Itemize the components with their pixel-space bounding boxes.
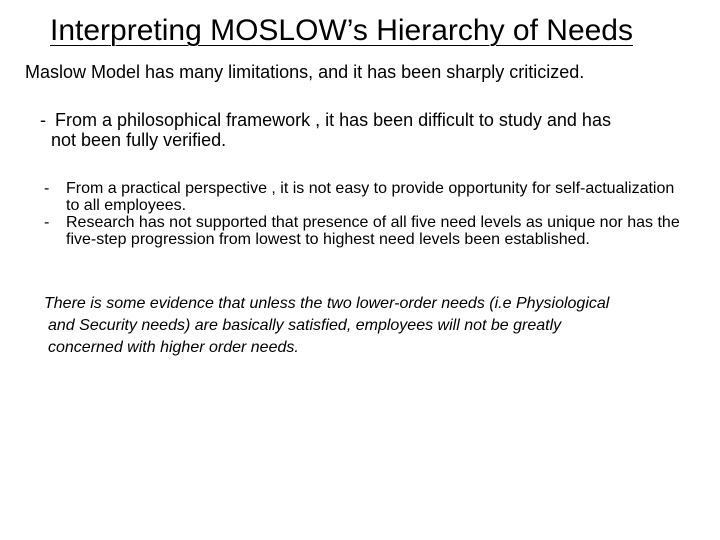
research-point-text: Research has not supported that presence of all five need levels as unique nor has the five-step progression from lowest to highest need levels been established.	[66, 214, 680, 248]
intro-text: Maslow Model has many limitations, and it has been sharply criticized.	[25, 62, 585, 82]
list-item	[44, 214, 684, 248]
list-item	[44, 180, 684, 214]
bullet-dash: -	[44, 214, 50, 231]
evidence-note-line2: and Security needs) are basically satisfied, employees will not be greatly	[48, 317, 562, 334]
bullet-dash: -	[40, 110, 46, 130]
philosophical-point-line2: not been fully verified.	[51, 130, 227, 150]
slide-title: Interpreting MOSLOW’s Hierarchy of Needs	[50, 14, 633, 47]
sub-point-list	[44, 180, 684, 248]
practical-point-text: From a practical perspective , it is not easy to provide opportunity for self-actualization to all employees.	[66, 180, 675, 214]
philosophical-point	[40, 110, 690, 150]
bullet-dash: -	[44, 180, 50, 197]
evidence-note-line3: concerned with higher order needs.	[48, 339, 299, 356]
evidence-note	[44, 293, 704, 359]
philosophical-point-line1: From a philosophical framework , it has been difficult to study and has	[55, 110, 611, 130]
evidence-note-line1: There is some evidence that unless the two lower-order needs (i.e Physiological	[44, 295, 610, 312]
